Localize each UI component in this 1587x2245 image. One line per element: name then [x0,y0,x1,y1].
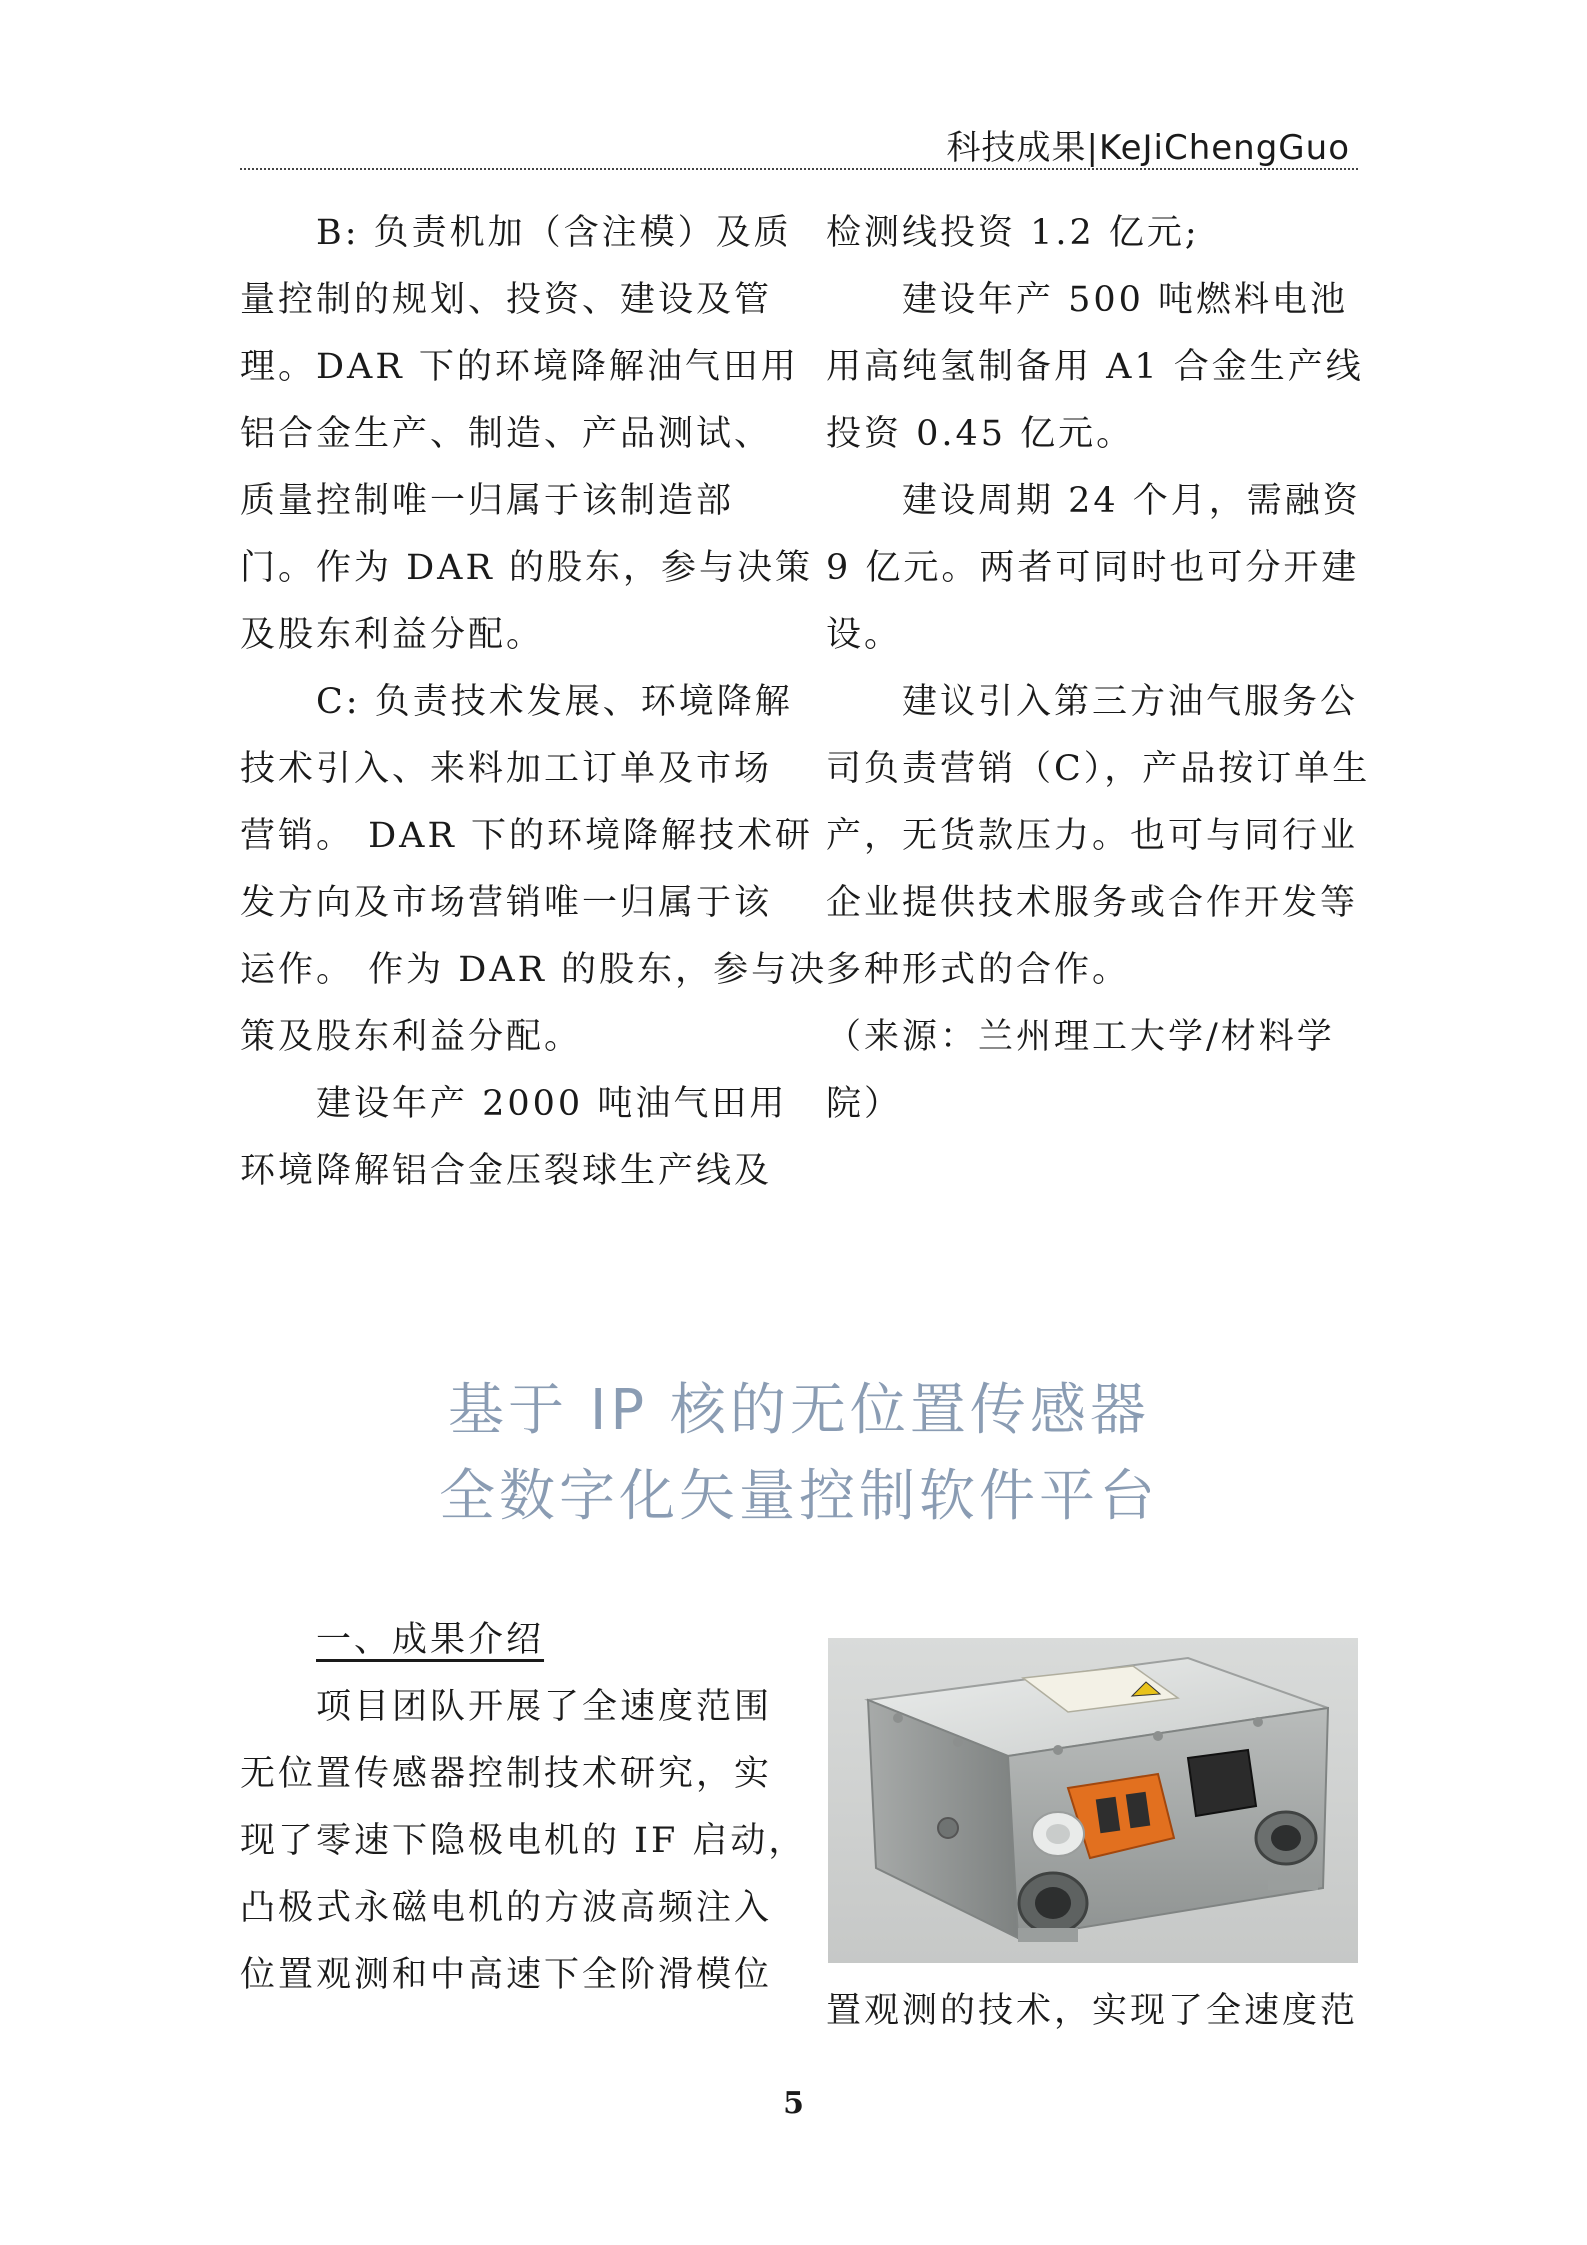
text-line: 用高纯氢制备用 A1 合金生产线 [826,347,1364,387]
text-line: 及股东利益分配。 [240,615,545,655]
page-header [240,118,1358,170]
article-left-column [240,1607,807,2009]
text-line: 企业提供技术服务或合作开发等 [826,883,1359,923]
text-line: 司负责营销（C），产品按订单生 [826,749,1371,789]
text-line: 产，无货款压力。也可与同行业 [826,816,1359,856]
source-line: 院） [826,1084,903,1124]
text-line: 项目团队开展了全速度范围 [240,1687,773,1727]
source-line: （来源：兰州理工大学/材料学 [826,1017,1335,1057]
text-line: C: 负责技术发展、环境降解 [240,682,793,722]
text-line: 置观测的技术，实现了全速度范 [826,1991,1359,2031]
text-line: 铝合金生产、制造、产品测试、 [240,414,773,454]
text-line: 发方向及市场营销唯一归属于该 [240,883,773,923]
text-line: 建设年产 2000 吨油气田用 [240,1084,788,1124]
left-column-top [240,200,828,1205]
text-line: 环境降解铝合金压裂球生产线及 [240,1151,773,1191]
text-line: 质量控制唯一归属于该制造部 [240,481,735,521]
text-line: 理。DAR 下的环境降解油气田用 [240,347,799,387]
article-title-line-1: 基于 IP 核的无位置传感器 [448,1378,1150,1443]
text-line: 多种形式的合作。 [826,950,1131,990]
text-line: 运作。 作为 DAR 的股东，参与决 [240,950,828,990]
text-line: 建议引入第三方油气服务公 [826,682,1359,722]
text-line: 策及股东利益分配。 [240,1017,583,1057]
text-line: 9 亿元。两者可同时也可分开建 [826,548,1360,588]
right-column-top [826,200,1371,1138]
controller-photo [828,1638,1358,1963]
text-line: 现了零速下隐极电机的 IF 启动， [240,1821,807,1861]
section-heading: 一、成果介绍 [316,1620,545,1660]
text-line: 技术引入、来料加工订单及市场 [240,749,773,789]
text-line: B: 负责机加（含注模）及质 [240,213,792,253]
header-title: 科技成果|KeJiChengGuo [946,128,1350,168]
section-heading-line [240,1607,780,1674]
controller-illustration [828,1638,1358,1963]
page-number: 5 [783,2086,804,2121]
text-line: 位置观测和中高速下全阶滑模位 [240,1955,773,1995]
text-line: 无位置传感器控制技术研究，实 [240,1754,773,1794]
text-line: 设。 [826,615,903,655]
text-line: 营销。 DAR 下的环境降解技术研 [240,816,813,856]
text-line: 检测线投资 1.2 亿元; [826,213,1200,253]
text-line: 量控制的规划、投资、建设及管 [240,280,773,320]
text-line: 门。作为 DAR 的股东，参与决策 [240,548,813,588]
text-line: 建设年产 500 吨燃料电池 [826,280,1349,320]
text-line: 建设周期 24 个月，需融资 [826,481,1361,521]
article-title-line-2: 全数字化矢量控制软件平台 [439,1464,1159,1529]
text-line: 投资 0.45 亿元。 [826,414,1135,454]
text-line: 凸极式永磁电机的方波高频注入 [240,1888,773,1928]
